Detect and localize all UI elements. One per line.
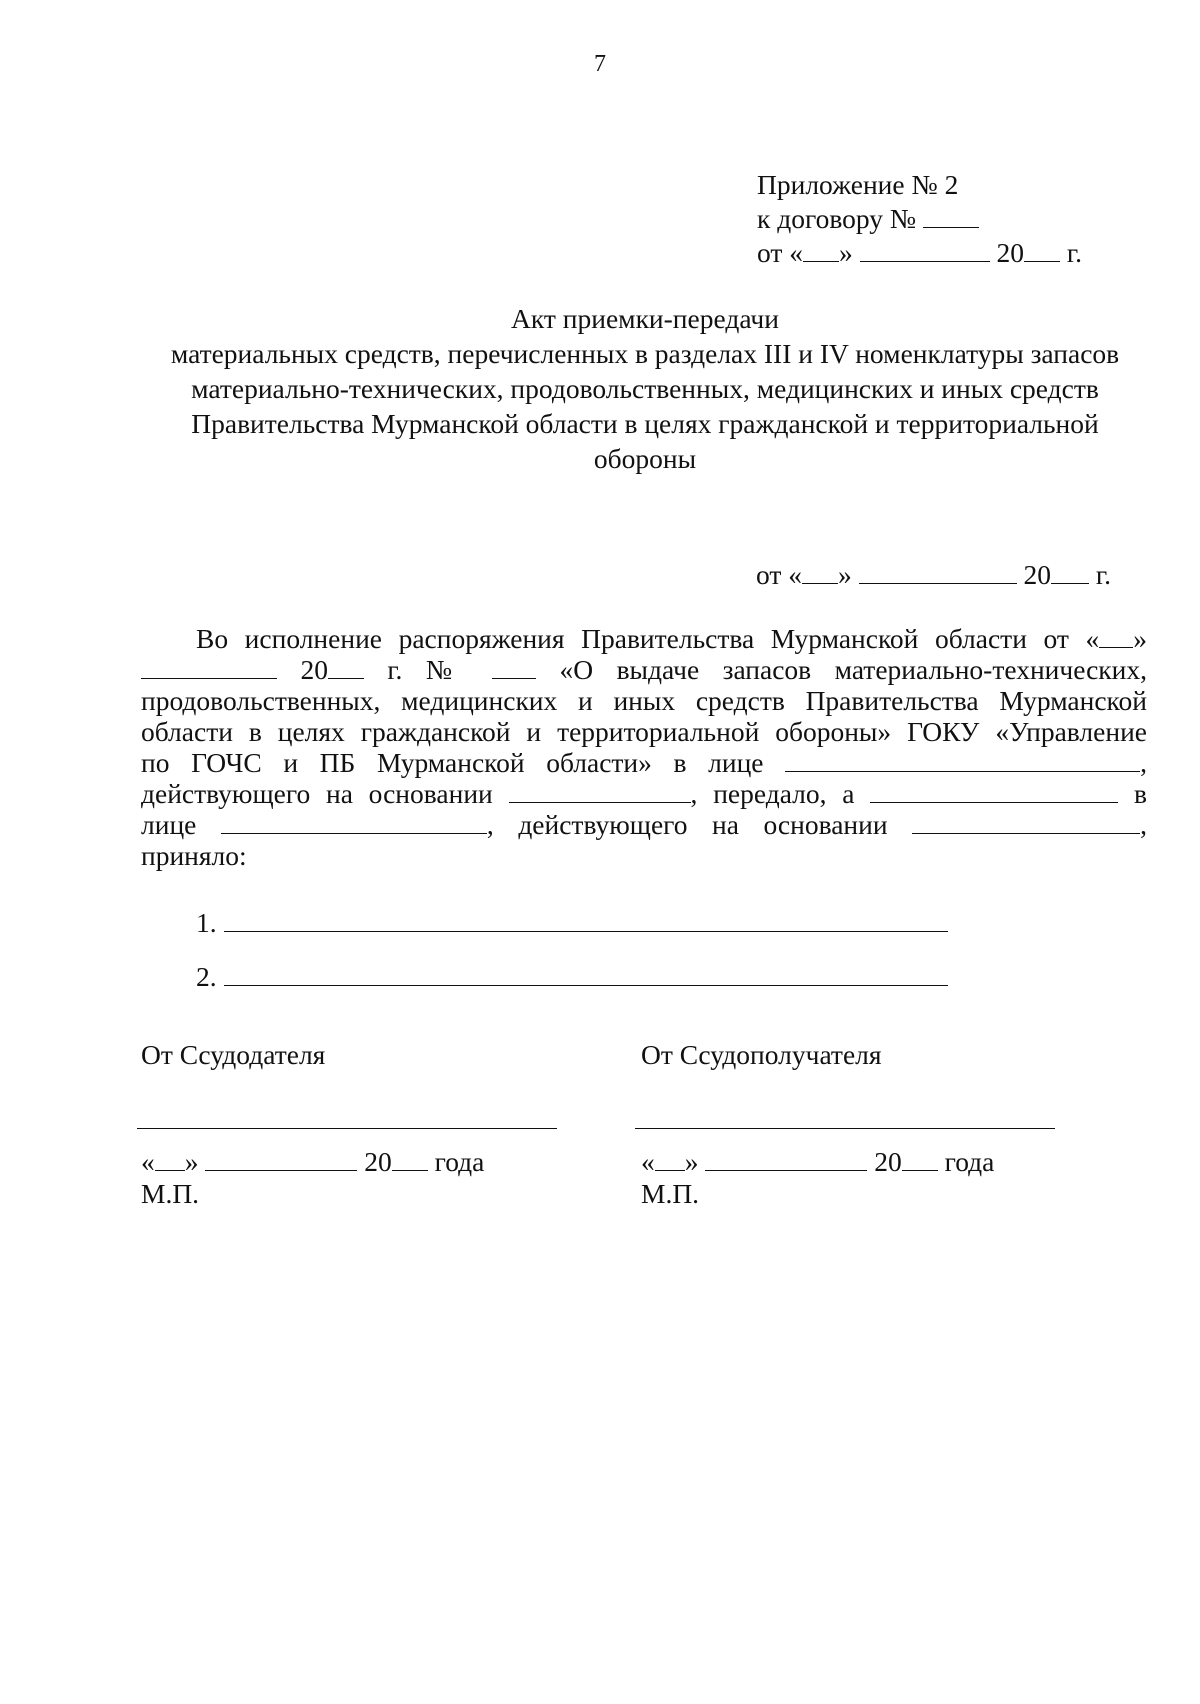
order-day-blank	[1099, 625, 1133, 648]
borrower-month-blank	[705, 1148, 867, 1171]
act-day-blank	[802, 561, 838, 584]
body-line-4: области в целях гражданской и территориальной обороны» ГОКУ «Управление	[141, 716, 1147, 747]
lender-signature-title: От Ссудодателя	[141, 1039, 326, 1070]
act-month-blank	[859, 561, 1017, 584]
order-year-blank	[328, 656, 364, 679]
year-blank	[1024, 239, 1060, 262]
borrower-year-blank	[902, 1148, 938, 1171]
list-item: 2.	[196, 961, 948, 993]
lender-basis-blank	[509, 780, 691, 803]
order-month-blank	[141, 656, 277, 679]
borrower-representative-blank	[221, 811, 487, 834]
appendix-header	[757, 168, 1082, 270]
lender-month-blank	[205, 1148, 357, 1171]
borrower-signature-date: « » 20 года	[641, 1146, 995, 1177]
act-year-blank	[1051, 561, 1089, 584]
contract-number-blank	[923, 205, 979, 228]
order-number-blank	[492, 656, 536, 679]
body-line-3: продовольственных, медицинских и иных средств Правительства Мурманской	[141, 685, 1147, 716]
title-line-2: материальных средств, перечисленных в разделах III и IV номенклатуры запасов	[170, 338, 1120, 369]
title-line-1: Акт приемки-передачи	[511, 303, 779, 334]
borrower-signature-line	[635, 1128, 1055, 1129]
day-blank	[803, 239, 839, 262]
body-text	[141, 623, 1147, 871]
document-title	[60, 301, 1200, 476]
item-1-blank	[224, 907, 948, 932]
borrower-signature-title: От Ссудополучателя	[641, 1039, 882, 1070]
title-line-4: Правительства Мурманской области в целях гражданской и территориальной	[191, 408, 1099, 439]
body-line-1: Во исполнение распоряжения Правительства Мурманской области от « »	[196, 623, 1147, 654]
lender-signature-date: « » 20 года	[141, 1146, 485, 1177]
body-line-8: приняло:	[141, 840, 247, 871]
body-line-7: лице , действующего на основании ,	[141, 809, 1147, 840]
body-line-2: 20 г. № «О выдаче запасов материально-технических,	[141, 654, 1147, 685]
appendix-title: Приложение № 2	[757, 169, 959, 200]
borrower-basis-blank	[912, 811, 1140, 834]
body-line-6: действующего на основании , передало, а в	[141, 778, 1148, 809]
month-blank	[860, 239, 990, 262]
body-line-5: по ГОЧС и ПБ Мурманской области» в лице ,	[141, 747, 1148, 778]
title-line-5: обороны	[593, 443, 697, 474]
list-item: 1.	[196, 907, 948, 939]
title-line-3: материально-технических, продовольственных, медицинских и иных средств	[191, 373, 1099, 404]
appendix-date-line: от « » 20 г.	[757, 237, 1082, 268]
borrower-day-blank	[655, 1148, 685, 1171]
lender-representative-blank	[785, 749, 1140, 772]
appendix-contract-line: к договору №	[757, 202, 1082, 236]
page-number: 7	[594, 51, 606, 77]
act-date-line: от « » 20 г.	[756, 559, 1111, 590]
lender-year-blank	[392, 1148, 428, 1171]
borrower-name-blank	[870, 780, 1118, 803]
borrower-stamp-place: М.П.	[641, 1178, 700, 1209]
lender-signature-line	[137, 1128, 557, 1129]
lender-day-blank	[155, 1148, 185, 1171]
lender-stamp-place: М.П.	[141, 1178, 200, 1209]
item-2-blank	[224, 961, 948, 986]
